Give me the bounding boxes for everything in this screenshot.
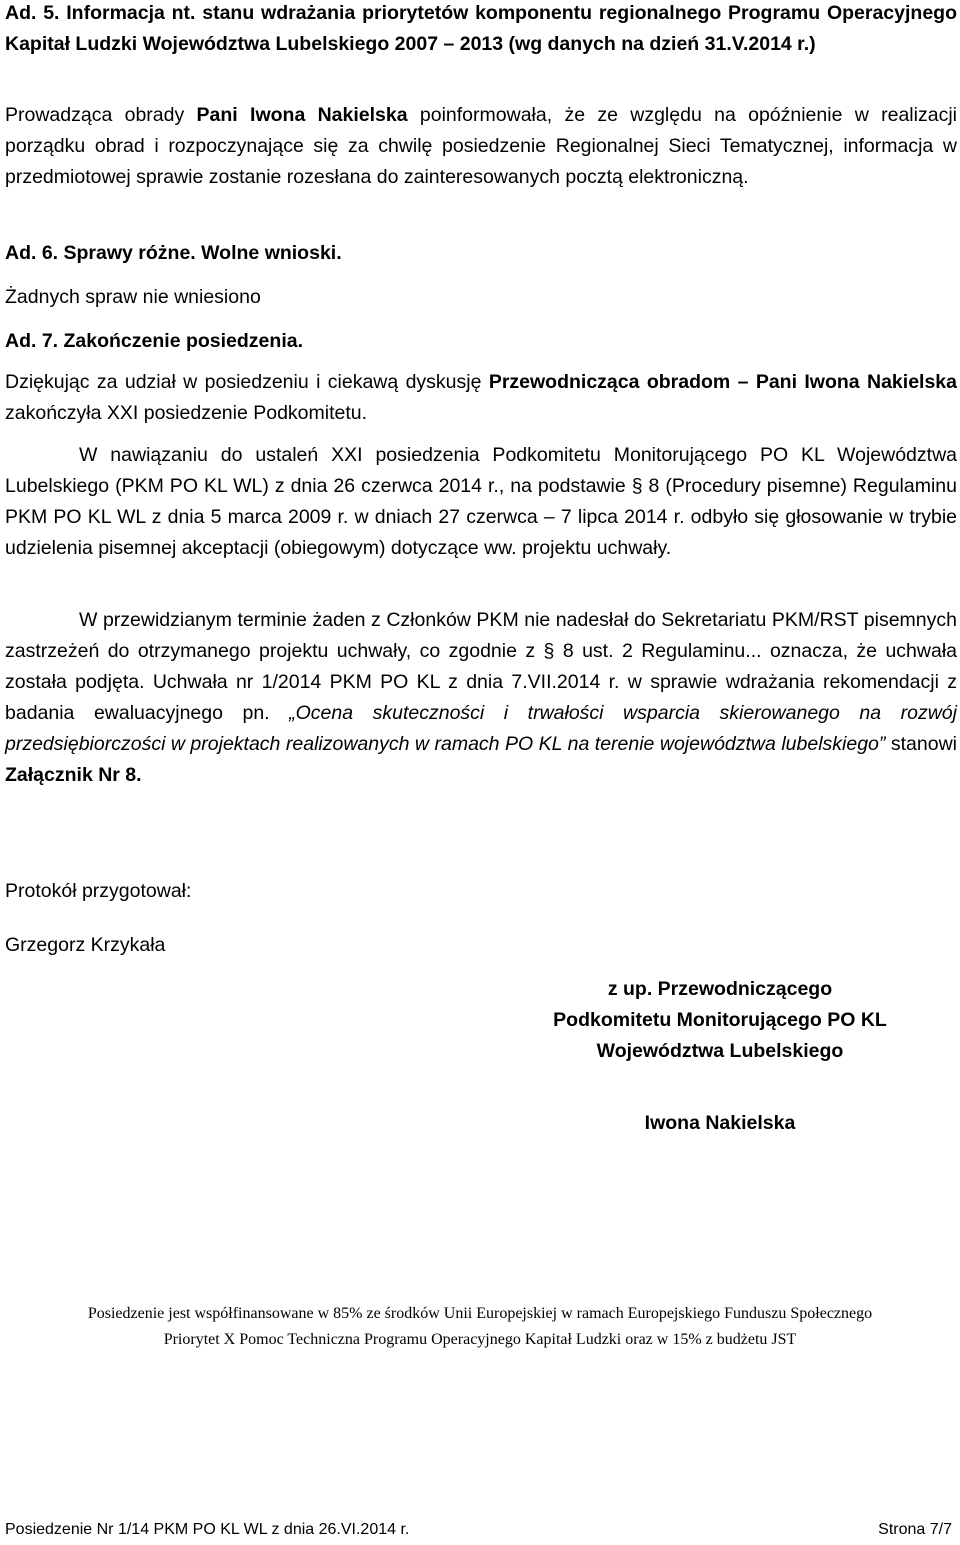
signature-line-2: Podkomitetu Monitorującego PO KL <box>553 1009 887 1031</box>
funding-note-line-1: Posiedzenie jest współfinansowane w 85% ze środków Unii Europejskiej w ramach Europejskiego Funduszu Społecznego <box>87 1305 873 1322</box>
paragraph-presentation-info <box>5 100 957 193</box>
prepared-by-name: Grzegorz Krzykała <box>5 934 166 956</box>
chair-title: Przewodnicząca obradom – Pani Iwona Nakielska <box>488 371 957 393</box>
signature-line-1: z up. Przewodniczącego <box>607 978 833 1000</box>
paragraph-resolution <box>5 605 957 791</box>
evaluation-title: „Ocena skuteczności i trwałości wsparcia skierowanego na rozwój przedsiębiorczości w projektach realizowanych w ramach PO KL na terenie województwa lubelskiego” <box>5 702 957 755</box>
paragraph-text: zakończyła XXI posiedzenie Podkomitetu. <box>5 402 368 424</box>
page-footer <box>5 1520 952 1540</box>
signature-name: Iwona Nakielska <box>644 1112 796 1134</box>
paragraph-text: Dziękując za udział w posiedzeniu i ciekawą dyskusję <box>5 371 489 393</box>
signature-line-3: Województwa Lubelskiego <box>596 1040 844 1062</box>
prepared-by-label: Protokół przygotował: <box>5 880 192 902</box>
chair-name: Pani Iwona Nakielska <box>196 104 408 126</box>
paragraph-closing <box>5 367 957 429</box>
footer-meeting-info: Posiedzenie Nr 1/14 PKM PO KL WL z dnia 26.VI.2014 r. <box>5 1521 410 1538</box>
heading-ad7: Ad. 7. Zakończenie posiedzenia. <box>5 330 303 352</box>
paragraph-text: poinformowała, że ze względu na opóźnienie w realizacji porządku obrad i rozpoczynające się za chwilę posiedzenie Regionalnej Sieci Tematycznej, informacja w przedmiotowej sprawie zostanie rozesłana do zainteresowanych pocztą elektroniczną. <box>5 104 957 188</box>
attachment-reference: Załącznik Nr 8. <box>5 764 142 786</box>
heading-ad6: Ad. 6. Sprawy różne. Wolne wnioski. <box>5 242 342 264</box>
paragraph-text: stanowi <box>885 733 957 755</box>
paragraph-written-procedure: W nawiązaniu do ustaleń XXI posiedzenia Podkomitetu Monitorującego PO KL Województwa Lubelskiego (PKM PO KL WL) z dnia 26 czerwca 2014 r., na podstawie § 8 (Procedury pisemne) Regulaminu PKM PO KL WL z dnia 5 marca 2009 r. w dniach 27 czerwca – 7 lipca 2014 r. odbyło się głosowanie w trybie udzielenia pisemnej akceptacji (obiegowym) dotyczące ww. projektu uchwały. <box>5 444 957 559</box>
paragraph-text: Prowadząca obrady <box>5 104 197 126</box>
paragraph-no-matters: Żadnych spraw nie wniesiono <box>5 286 261 308</box>
funding-note-line-2: Priorytet X Pomoc Techniczna Programu Operacyjnego Kapitał Ludzki oraz w 15% z budżetu JST <box>163 1331 797 1348</box>
paragraph-text: W przewidzianym terminie żaden z Członków PKM nie nadesłał do Sekretariatu PKM/RST pisemnych zastrzeżeń do otrzymanego projektu uchwały, co zgodnie z § 8 ust. 2 Regulaminu... oznacza, że uchwała została podjęta. Uchwała nr 1/2014 PKM PO KL z dnia 7.VII.2014 r. w sprawie wdrażania rekomendacji z badania ewaluacyjnego pn. <box>5 609 957 724</box>
page-number: Strona 7/7 <box>878 1521 952 1538</box>
heading-ad5: Ad. 5. Informacja nt. stanu wdrażania priorytetów komponentu regionalnego Programu Operacyjnego Kapitał Ludzki Województwa Lubelskiego 2007 – 2013 (wg danych na dzień 31.V.2014 r.) <box>5 2 957 55</box>
